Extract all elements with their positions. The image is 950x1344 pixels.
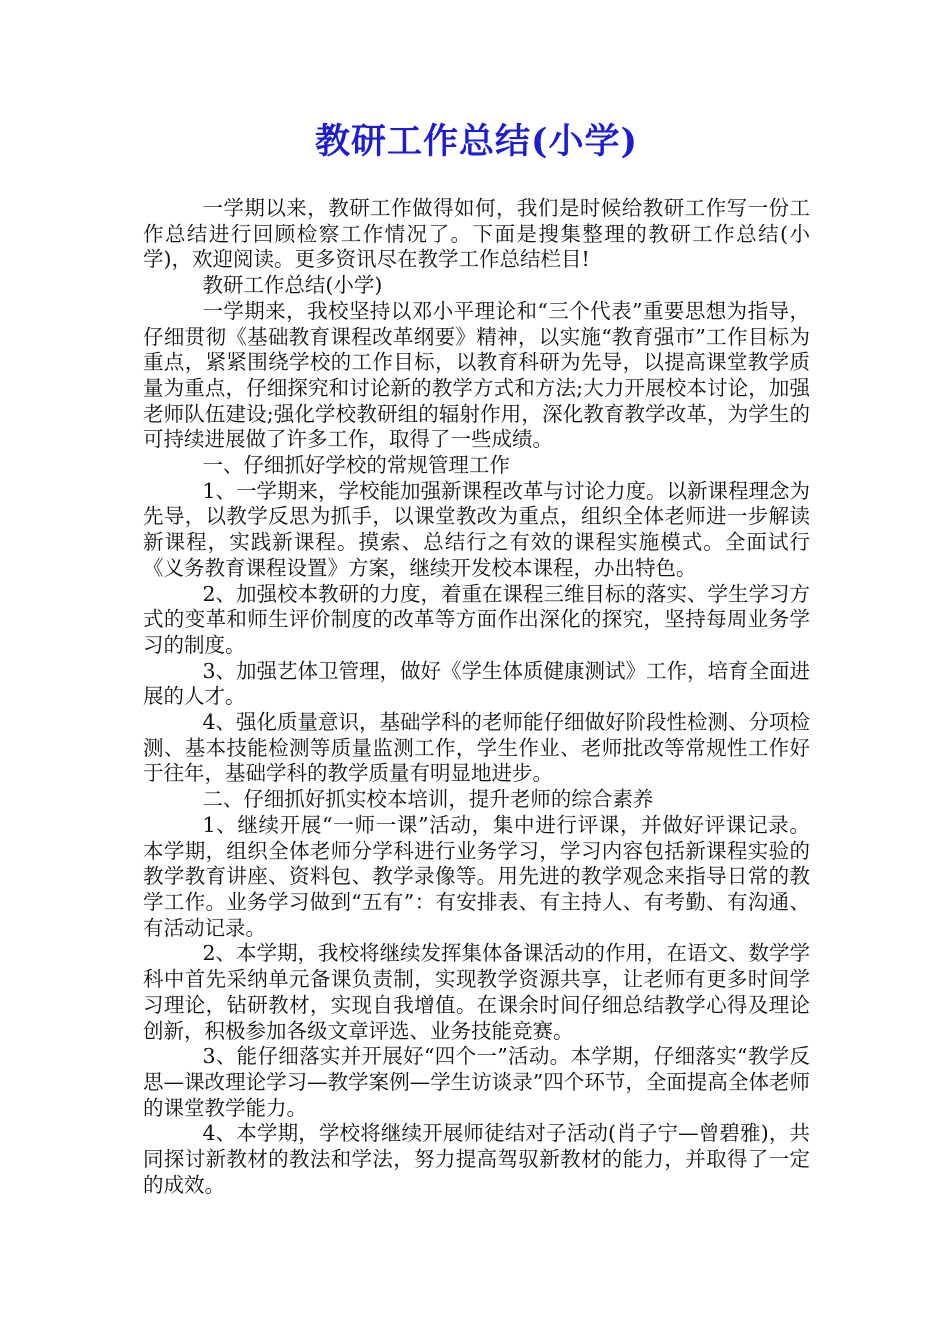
section-heading-2: 二、仔细抓好抓实校本培训，提升老师的综合素养 (202, 787, 654, 812)
paragraph-2-1: 1、继续开展“一师一课”活动，集中进行评课，并做好评课记录。本学期，组织全体老师分学科进行业务学习，学习内容包括新课程实验的教学教育讲座、资料包、教学录像等。用先进的教学观念来指导日常的教学工作。业务学习做到“五有”：有安排表、有主持人、有考勤、有沟通、有活动记录。 (143, 812, 810, 940)
paragraph-overview: 一学期来，我校坚持以邓小平理论和“三个代表”重要思想为指导，仔细贯彻《基础教育课程改革纲要》精神，以实施“教育强市”工作目标为重点，紧紧围绕学校的工作目标，以教育科研为先导，以提高课堂教学质量为重点，仔细探究和讨论新的教学方式和方法;大力开展校本讨论，加强老师队伍建设;强化学校教研组的辐射作用，深化教育教学改革，为学生的可持续进展做了许多工作，取得了一些成绩。 (143, 298, 810, 452)
paragraph-2-4: 4、本学期，学校将继续开展师徒结对子活动(肖子宁—曾碧雅)，共同探讨新教材的教法和学法，努力提高驾驭新教材的能力，并取得了一定的成效。 (143, 1121, 810, 1197)
document-body (143, 196, 810, 1198)
paragraph-1-2: 2、加强校本教研的力度，着重在课程三维目标的落实、学生学习方式的变革和师生评价制度的改革等方面作出深化的探究，坚持每周业务学习的制度。 (143, 581, 810, 657)
paragraph-2-2: 2、本学期，我校将继续发挥集体备课活动的作用，在语文、数学学科中首先采纳单元备课负责制，实现教学资源共享，让老师有更多时间学习理论，钻研教材，实现自我增值。在课余时间仔细总结教学心得及理论创新，积极参加各级文章评选、业务技能竞赛。 (143, 941, 810, 1043)
paragraph-1-4: 4、强化质量意识，基础学科的老师能仔细做好阶段性检测、分项检测、基本技能检测等质量监测工作，学生作业、老师批改等常规性工作好于往年，基础学科的教学质量有明显地进步。 (143, 710, 810, 786)
document-title: 教研工作总结(小学) (314, 121, 639, 162)
paragraph-1-1: 1、一学期来，学校能加强新课程改革与讨论力度。以新课程理念为先导，以教学反思为抓手，以课堂教改为重点，组织全体老师进一步解读新课程，实践新课程。摸索、总结行之有效的课程实施模式。全面试行《义务教育课程设置》方案，继续开发校本课程，办出特色。 (143, 478, 810, 580)
paragraph-2-3: 3、能仔细落实并开展好“四个一”活动。本学期，仔细落实“教学反思—课改理论学习—教学案例—学生访谈录”四个环节，全面提高全体老师的课堂教学能力。 (143, 1044, 810, 1120)
paragraph-intro: 一学期以来，教研工作做得如何，我们是时候给教研工作写一份工作总结进行回顾检察工作情况了。下面是搜集整理的教研工作总结(小学)，欢迎阅读。更多资讯尽在教学工作总结栏目! (143, 196, 810, 272)
document-page (143, 118, 810, 1198)
paragraph-subtitle: 教研工作总结(小学) (202, 273, 383, 298)
section-heading-1: 一、仔细抓好学校的常规管理工作 (202, 453, 510, 478)
paragraph-1-3: 3、加强艺体卫管理，做好《学生体质健康测试》工作，培育全面进展的人才。 (143, 658, 810, 709)
